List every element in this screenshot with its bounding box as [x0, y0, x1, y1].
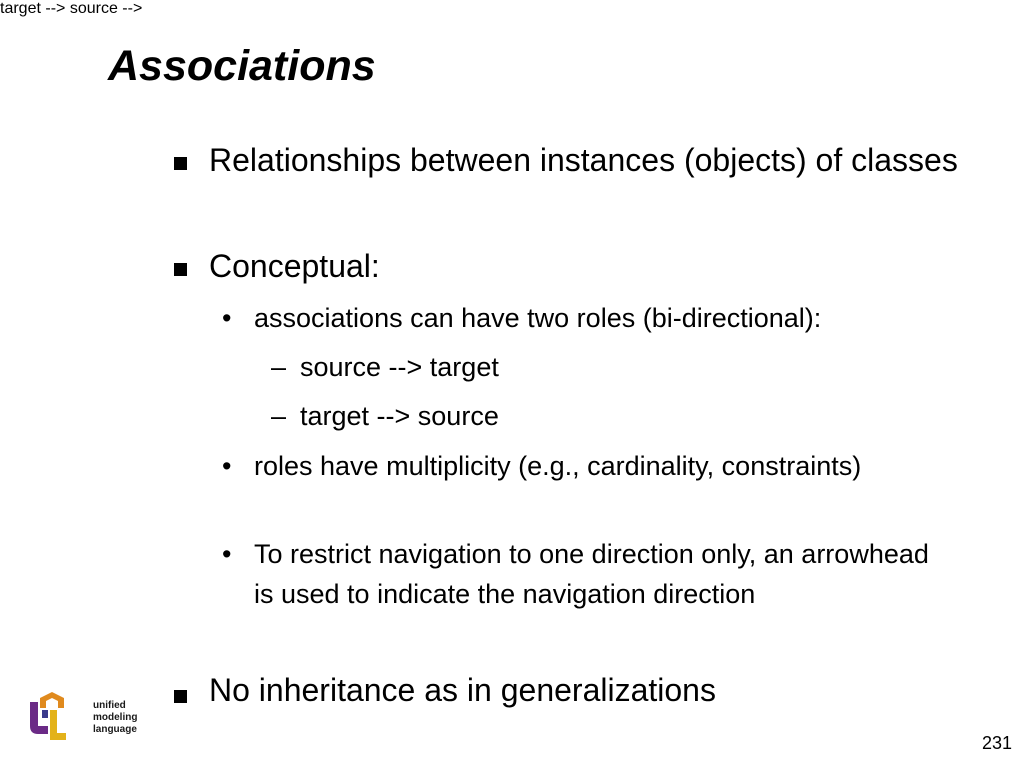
uml-logo-icon [24, 688, 68, 744]
bullet-conceptual [209, 244, 979, 289]
logo-line-modeling: modeling [93, 712, 138, 723]
bullet-relationships [209, 138, 979, 183]
bullet-text: Relationships between instances (objects) of classes [209, 142, 958, 178]
slide-title: Associations [108, 42, 376, 90]
uml-logo [24, 688, 138, 744]
logo-line-unified: unified [93, 700, 126, 711]
bullet-text: target --> source [300, 401, 499, 431]
logo-line-language: language [93, 724, 137, 735]
bullet-text: associations can have two roles (bi-directional): [254, 303, 822, 333]
bullet-multiplicity [254, 446, 874, 486]
bullet-no-inheritance [209, 668, 979, 713]
bullet-text: roles have multiplicity (e.g., cardinality, constraints) [254, 451, 862, 481]
bullet-dash-icon: – [271, 352, 287, 382]
bullet-square-icon [174, 263, 187, 276]
bullet-dot-icon: • [222, 539, 232, 569]
bullet-text: Conceptual: [209, 248, 380, 284]
bullet-text: No inheritance as in generalizations [209, 672, 716, 708]
bullet-dot-icon: • [222, 303, 232, 333]
page-number: 231 [981, 733, 1012, 753]
bullet-text: To restrict navigation to one direction only, an arrowhead is used to indicate the navigation direction [254, 539, 929, 609]
bullet-square-icon [174, 157, 187, 170]
bullet-text: source --> target [300, 352, 499, 382]
bullet-source-target [300, 347, 900, 387]
bullet-restrict-navigation [254, 534, 954, 614]
bullet-dash-icon: – [271, 401, 287, 431]
bullet-square-icon [174, 690, 187, 703]
bullet-two-roles [254, 298, 994, 338]
bullet-dot-icon: • [222, 451, 232, 481]
bullet-target-source [300, 396, 900, 436]
